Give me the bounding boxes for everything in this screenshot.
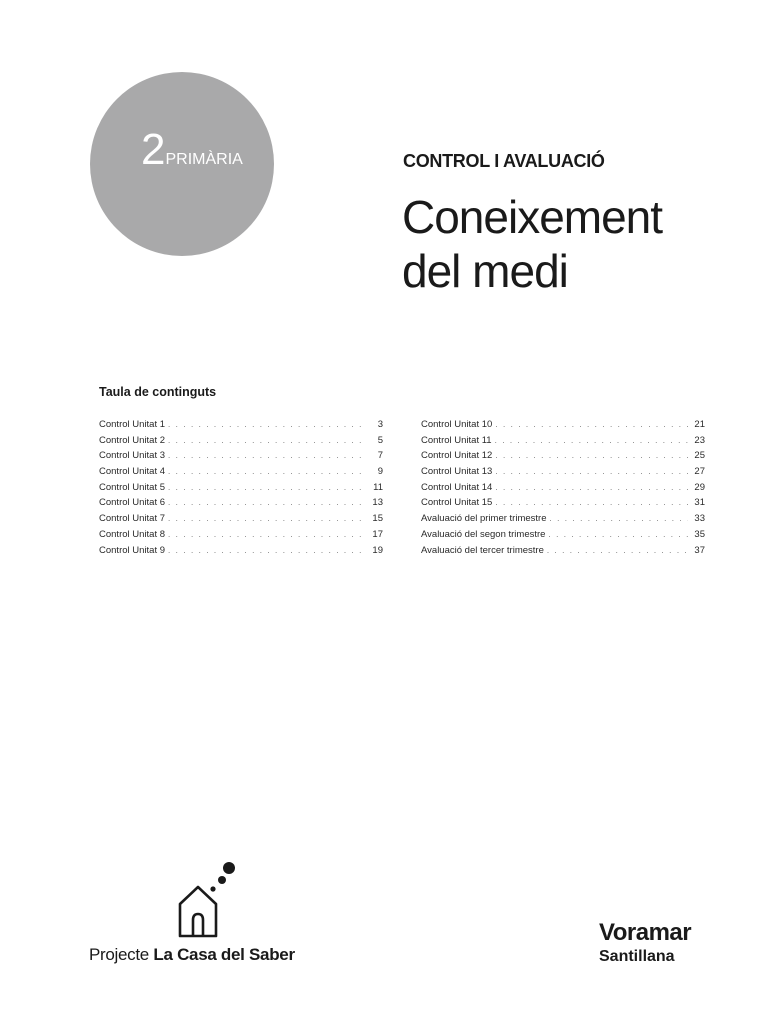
toc-entry-page: 33 — [694, 513, 705, 525]
toc-leader-dots — [495, 448, 688, 464]
toc-entry-page: 7 — [377, 450, 383, 462]
toc-entry-label: Avaluació del primer trimestre — [421, 513, 547, 525]
toc-entry-label: Control Unitat 7 — [99, 513, 166, 525]
toc-entry-label: Control Unitat 15 — [421, 497, 493, 509]
toc-entry — [99, 480, 383, 496]
project-prefix: Projecte — [89, 945, 149, 964]
toc-entry — [421, 480, 705, 496]
toc-leader-dots — [495, 480, 688, 496]
toc-entry-label: Control Unitat 9 — [99, 544, 166, 556]
toc-entry-label: Control Unitat 5 — [99, 481, 166, 493]
grade-number: 2 — [141, 125, 165, 174]
toc-entry-page: 17 — [372, 528, 383, 540]
toc-entry — [421, 417, 705, 433]
toc-leader-dots — [548, 527, 688, 543]
toc-entry — [421, 543, 705, 559]
toc-leader-dots — [168, 433, 366, 449]
toc-leader-dots — [495, 464, 688, 480]
toc-entry-page: 3 — [377, 419, 383, 430]
toc-leader-dots — [168, 495, 366, 511]
toc-entry — [99, 527, 383, 543]
publisher-name: Voramar — [599, 919, 692, 946]
project-name — [89, 945, 295, 965]
toc-entry-page: 37 — [694, 544, 705, 556]
toc-entry-label: Control Unitat 10 — [421, 419, 493, 430]
toc-entry-page: 31 — [694, 497, 705, 509]
toc-leader-dots — [168, 527, 366, 543]
publisher-logo — [599, 918, 691, 966]
publisher-group: Santillana — [599, 948, 675, 965]
book-title-line-2: del medi — [402, 245, 568, 297]
toc-entry-page: 13 — [372, 497, 383, 509]
toc-entry-page: 9 — [377, 466, 383, 478]
toc-entry-label: Control Unitat 1 — [99, 419, 166, 430]
toc-entry-page: 11 — [373, 481, 383, 493]
toc-leader-dots — [547, 543, 688, 559]
toc-leader-dots — [168, 464, 366, 480]
grade-badge — [141, 125, 243, 174]
toc-entry-page: 27 — [694, 466, 705, 478]
toc-entry — [421, 527, 705, 543]
toc-leader-dots — [495, 433, 688, 449]
toc-entry — [99, 448, 383, 464]
toc-leader-dots — [168, 543, 366, 559]
toc-entry — [99, 543, 383, 559]
toc-entry-page: 19 — [372, 544, 383, 556]
toc-entry — [421, 511, 705, 527]
toc-leader-dots — [168, 448, 366, 464]
toc-leader-dots — [168, 417, 366, 433]
toc-entry — [421, 495, 705, 511]
toc-entry-label: Control Unitat 13 — [421, 466, 493, 478]
toc-column-left — [99, 417, 383, 558]
toc-entry-label: Control Unitat 4 — [99, 466, 166, 478]
project-title: La Casa del Saber — [153, 945, 295, 964]
toc-entry — [421, 448, 705, 464]
toc-entry-label: Avaluació del segon trimestre — [421, 528, 546, 540]
toc-leader-dots — [495, 495, 688, 511]
toc-entry-page: 23 — [694, 434, 705, 446]
toc-leader-dots — [168, 511, 366, 527]
toc-entry — [99, 417, 383, 433]
toc-entry-label: Control Unitat 12 — [421, 450, 493, 462]
toc-leader-dots — [495, 417, 688, 433]
toc-heading: Taula de continguts — [99, 385, 217, 399]
toc-entry-page: 15 — [372, 513, 383, 525]
toc-entry-label: Control Unitat 11 — [421, 434, 492, 446]
toc-entry-page: 25 — [694, 450, 705, 462]
toc-entry-page: 21 — [694, 419, 705, 430]
book-title — [402, 190, 662, 298]
toc-column-right — [421, 417, 705, 558]
house-with-dots-icon — [170, 858, 240, 942]
toc-entry-page: 35 — [694, 528, 705, 540]
toc-entry — [421, 433, 705, 449]
book-title-line-1: Coneixement — [402, 191, 663, 243]
toc-entry-label: Control Unitat 3 — [99, 450, 166, 462]
toc-leader-dots — [168, 480, 366, 496]
toc-entry-page: 29 — [694, 481, 705, 493]
toc-entry — [99, 511, 383, 527]
toc-entry — [99, 433, 383, 449]
toc-entry — [99, 464, 383, 480]
toc-entry-label: Control Unitat 8 — [99, 528, 166, 540]
toc-entry — [99, 495, 383, 511]
toc-entry — [421, 464, 705, 480]
toc-entry-label: Control Unitat 6 — [99, 497, 166, 509]
toc-entry-label: Control Unitat 14 — [421, 481, 493, 493]
grade-level: PRIMÀRIA — [165, 151, 243, 168]
series-subtitle: CONTROL I AVALUACIÓ — [403, 151, 605, 171]
toc-entry-page: 5 — [377, 434, 383, 446]
toc-entry-label: Avaluació del tercer trimestre — [421, 544, 544, 556]
toc-entry-label: Control Unitat 2 — [99, 434, 166, 446]
toc-leader-dots — [549, 511, 688, 527]
